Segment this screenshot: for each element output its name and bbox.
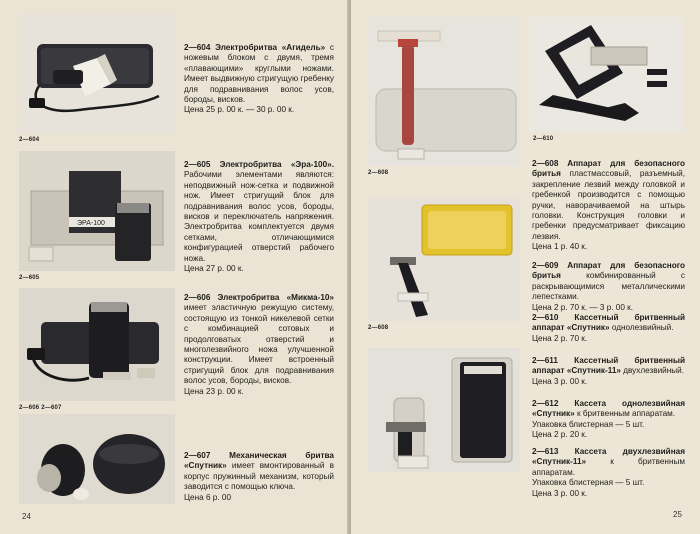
box-label: ЭРА-100: [77, 220, 105, 227]
photo-caption: 2—606 2—607: [19, 405, 62, 411]
page-number: 25: [673, 510, 682, 519]
item-2-604: 2—604 Электробритва «Агидель» с ножевым блоком с двумя, тремя «плавающими» круглыми ножами. Имеет выдвижную стригущую гребенку для подравнивания волос усов, бороды, висков. Цена 25 р. 00 к. — 30 р. 00 к.: [184, 43, 334, 115]
price: Цена 27 р. 00 к.: [184, 264, 244, 274]
item-2-611: 2—611 Кассетный бритвенный аппарат «Спутник-11» двухлезвийный. Цена 3 р. 00 к.: [532, 356, 685, 386]
item-2-609: 2—609 Аппарат для безопасного бритья комбинированный с раскрывающимися металлическими лепестками. Цена 2 р. 70 к. — 3 р. 00 к.: [532, 261, 685, 312]
packaging: Упаковка блистерная — 5 шт.: [532, 419, 645, 429]
photo-razor-case: [368, 17, 520, 166]
photo-era-100-shaver: [19, 151, 175, 271]
price: Цена 6 р. 00: [184, 492, 231, 502]
price: Цена 3 р. 00 к.: [532, 488, 588, 498]
price: Цена 2 р. 70 к.: [532, 333, 588, 343]
photo-safety-razor-yellow-case: [368, 197, 520, 321]
item-2-607: 2—607 Механическая бритва «Спутник» имеет вмонтированный в корпус пружинный механизм, который заводится с помощью ключа. Цена 6 р. 00: [184, 451, 334, 502]
page-number: 24: [22, 512, 31, 521]
price: Цена 2 р. 20 к.: [532, 430, 588, 440]
photo-mikma-shaver: [19, 288, 175, 401]
photo-caption: 2—610: [533, 136, 554, 142]
packaging: Упаковка блистерная — 5 шт.: [532, 478, 645, 488]
right-page: [351, 0, 700, 534]
photo-agidel-shaver: [19, 14, 175, 133]
item-2-613: 2—613 Кассета двухлезвийная «Спутник-11» к бритвенным аппаратам. Упаковка блистерная — 5 шт. Цена 3 р. 00 к.: [532, 447, 685, 498]
left-page: [0, 0, 349, 534]
item-2-608: 2—608 Аппарат для безопасного бритья пластмассовый, разъемный, закрепление лезвий между головкой и гребенкой производится с помощью ручки, наворачиваемой на штырь головки. Конструкция головки и гребенки предусматривает фиксацию лезвия. Цена 1 р. 40 к.: [532, 159, 685, 252]
price: Цена 1 р. 40 к.: [532, 242, 588, 252]
item-2-606: 2—606 Электробритва «Микма-10» имеет эластичную режущую систему, состоящую из тонкой никелевой сетки с комбинацией сотовых и продолговатых отверстий и многолезвийного ножа улучшенной конструкции. Имеет встроенный стригущий блок для подравнивания волос усов, бороды, висков. Цена 23 р. 00 к.: [184, 293, 334, 396]
photo-caption: 2—608: [368, 170, 389, 176]
item-2-605: 2—605 Электробритва «Эра-100». Рабочими элементами являются: неподвижный нож-сетка и подвижной нож. Имеет стригущий блок для подравнивания волос усов, бороды, висков и переключатель напряжения. Электробритва комплектуется двумя сетками, отличающимися конфигурацией отверстий рабочего ножа. Цена 27 р. 00 к.: [184, 160, 334, 274]
photo-sputnik-11-razor: [368, 348, 520, 472]
photo-caption: 2—604: [19, 137, 40, 143]
price: Цена 2 р. 70 к. — 3 р. 00 к.: [532, 302, 634, 312]
photo-caption: 2—605: [19, 275, 40, 281]
photo-caption: 2—608: [368, 325, 389, 331]
price: Цена 23 р. 00 к.: [184, 386, 244, 396]
price: Цена 3 р. 00 к.: [532, 376, 588, 386]
price: Цена 25 р. 00 к. — 30 р. 00 к.: [184, 105, 295, 115]
item-2-612: 2—612 Кассета однолезвийная «Спутник» к бритвенным аппаратам. Упаковка блистерная — 5 шт. Цена 2 р. 20 к.: [532, 399, 685, 440]
photo-sputnik-mechanical-shaver: [19, 414, 175, 504]
photo-sputnik-cassette-razor: [529, 17, 683, 132]
item-2-610: 2—610 Кассетный бритвенный аппарат «Спутник» однолезвийный. Цена 2 р. 70 к.: [532, 313, 685, 343]
